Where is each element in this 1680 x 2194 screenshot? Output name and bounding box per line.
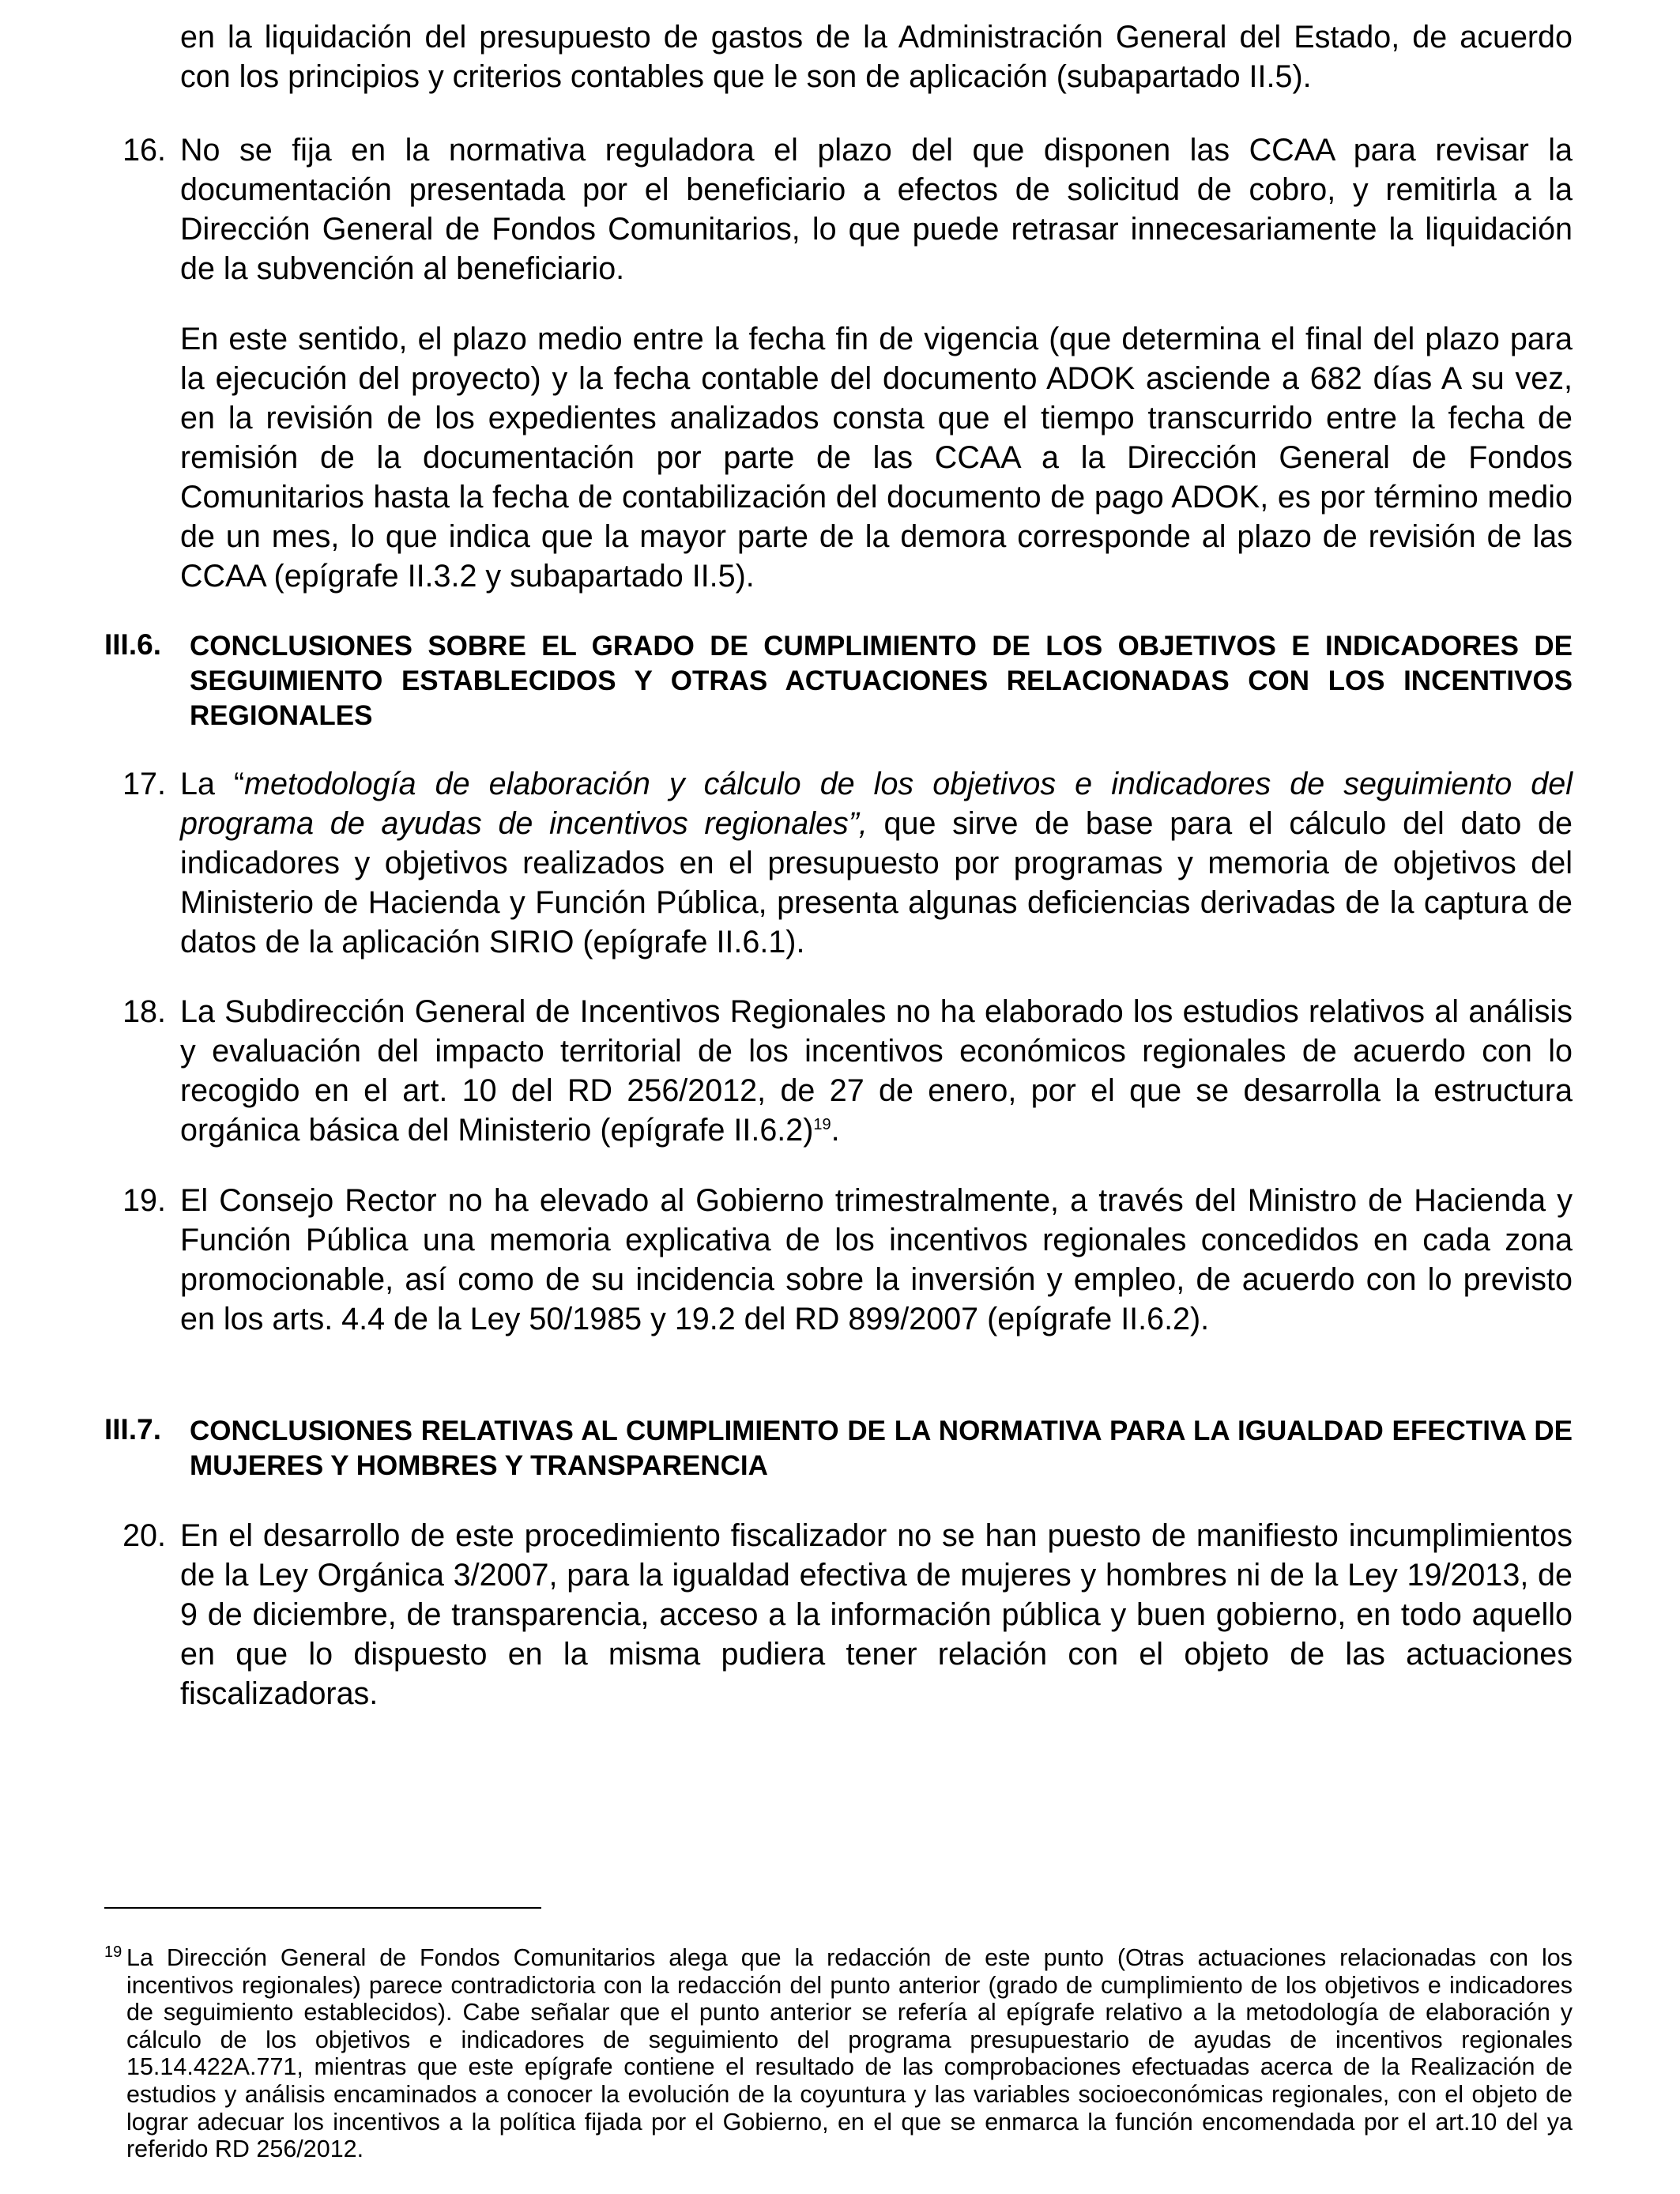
item-19-text: El Consejo Rector no ha elevado al Gobierno trimestralmente, a través del Ministro de Hacienda y Función Pública una memoria explicativa de los incentivos regionales concedidos en cada zona promocionable, así como de su incidencia sobre la inversión y empleo, de acuerdo con lo previsto en los arts. 4.4 de la Ley 50/1985 y 19.2 del RD 899/2007 (epígrafe II.6.2). — [180, 1183, 1573, 1336]
item-17-text-end: que sirve de base para el cálculo del dato de indicadores y objetivos realizados en el presupuesto por programas y memoria de objetivos del Ministerio de Hacienda y Función Pública, presenta algunas deficiencias derivadas de la captura de datos de la aplicación SIRIO (epígrafe II.6.1). — [180, 806, 1573, 959]
section-number-iii-6: III.6. — [104, 628, 161, 661]
item-number-16: 16. — [122, 133, 166, 168]
section-title-iii-6: CONCLUSIONES SOBRE EL GRADO DE CUMPLIMIENTO DE LOS OBJETIVOS E INDICADORES DE SEGUIMIENTO ESTABLECIDOS Y OTRAS ACTUACIONES RELACIONADAS CON LOS INCENTIVOS REGIONALES — [190, 631, 1573, 731]
item-16-continuation: En este sentido, el plazo medio entre la fecha fin de vigencia (que determina el final del plazo para la ejecución del proyecto) y la fecha contable del documento ADOK asciende a 682 días A su vez, en la revisión de los expedientes analizados consta que el tiempo transcurrido entre la fecha de remisión de la documentación por parte de las CCAA a la Dirección General de Fondos Comunitarios hasta la fecha de contabilización del documento de pago ADOK, es por término medio de un mes, lo que indica que la mayor parte de la demora corresponde al plazo de revisión de las CCAA (epígrafe II.3.2 y subapartado II.5). — [180, 322, 1573, 594]
item-18-text — [180, 992, 1573, 1150]
item-number-17: 17. — [122, 767, 166, 801]
section-title-iii-7: CONCLUSIONES RELATIVAS AL CUMPLIMIENTO DE LA NORMATIVA PARA LA IGUALDAD EFECTIVA DE MUJERES Y HOMBRES Y TRANSPARENCIA — [190, 1416, 1573, 1481]
item-17-text — [180, 764, 1573, 962]
item-17-text-italic: metodología de elaboración y cálculo de los objetivos e indicadores de seguimiento del programa de ayudas de incentivos regionales”, — [180, 767, 1573, 841]
item-17-text-start: La “ — [180, 767, 245, 801]
item-number-20: 20. — [122, 1518, 166, 1553]
section-number-iii-7: III.7. — [104, 1413, 161, 1446]
item-20-text: En el desarrollo de este procedimiento fiscalizador no se han puesto de manifiesto incumplimientos de la Ley Orgánica 3/2007, para la igualdad efectiva de mujeres y hombres ni de la Ley 19/2013, de 9 de diciembre, de transparencia, acceso a la información pública y buen gobierno, en todo aquello en que lo dispuesto en la misma pudiera tener relación con el objeto de las actuaciones fiscalizadoras. — [180, 1518, 1573, 1711]
item-number-19: 19. — [122, 1183, 166, 1218]
footnote-separator — [104, 1907, 541, 1909]
intro-paragraph: en la liquidación del presupuesto de gastos de la Administración General del Estado, de acuerdo con los principios y criterios contables que le son de aplicación (subapartado II.5). — [180, 20, 1573, 94]
item-number-18: 18. — [122, 994, 166, 1029]
footnote-mark: 19 — [104, 1943, 122, 1961]
item-16-text: No se fija en la normativa reguladora el plazo del que disponen las CCAA para revisar la documentación presentada por el beneficiario a efectos de solicitud de cobro, y remitirla a la Dirección General de Fondos Comunitarios, lo que puede retrasar innecesariamente la liquidación de la subvención al beneficiario. — [180, 133, 1573, 286]
item-18-text-body: La Subdirección General de Incentivos Regionales no ha elaborado los estudios relativos al análisis y evaluación del impacto territorial de los incentivos económicos regionales de acuerdo con lo recogido en el art. 10 del RD 256/2012, de 27 de enero, por el que se desarrolla la estructura orgánica básica del Ministerio (epígrafe II.6.2) — [180, 994, 1573, 1148]
footnote-text: La Dirección General de Fondos Comunitarios alega que la redacción de este punto (Otras actuaciones relacionadas con los incentivos regionales) parece contradictoria con la redacción del punto anterior (grado de cumplimiento de los objetivos e indicadores de seguimiento establecidos). Cabe señalar que el punto anterior se refería al epígrafe relativo a la metodología de elaboración y cálculo de los objetivos e indicadores de seguimiento del programa presupuestario de ayudas de incentivos regionales 15.14.422A.771, mientras que este epígrafe contiene el resultado de las comprobaciones efectuadas acerca de la Realización de estudios y análisis encaminados a conocer la evolución de la coyuntura y las variables socioeconómicas regionales, con el objeto de lograr adecuar los incentivos a la política fijada por el Gobierno, en el que se enmarca la función encomendada por el art.10 del ya referido RD 256/2012. — [126, 1944, 1573, 2163]
item-18-text-end: . — [831, 1113, 840, 1148]
footnote-reference[interactable]: 19 — [813, 1115, 831, 1133]
